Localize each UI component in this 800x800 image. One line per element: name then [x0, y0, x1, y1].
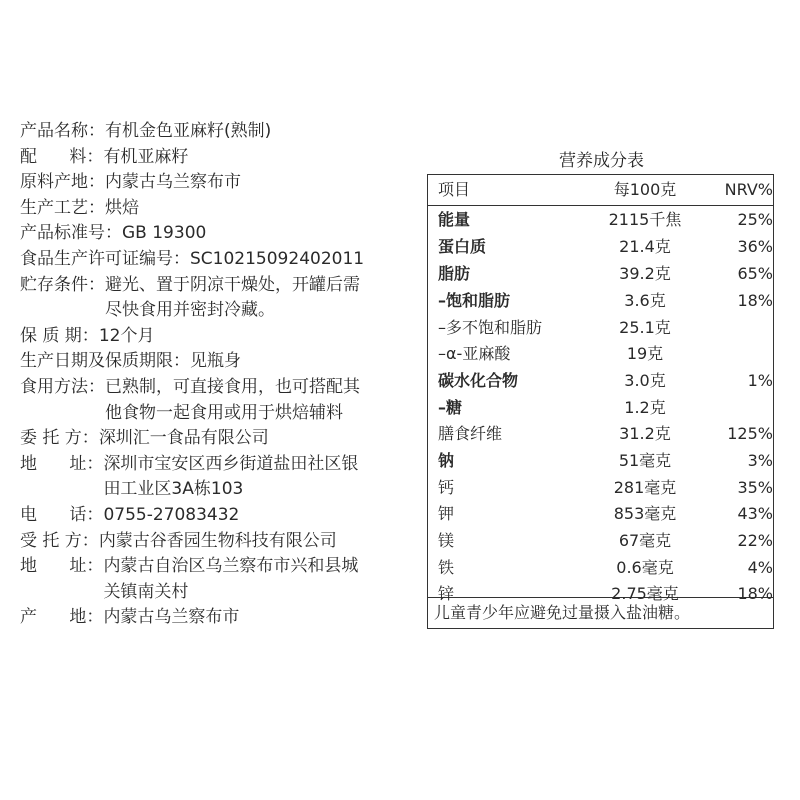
nutrition-row — [428, 581, 773, 607]
info-value-line: 关镇南关村 — [103, 581, 189, 602]
nutrient-name: 脂肪 — [438, 264, 471, 283]
info-value-line: 他食物一起食用或用于烘焙辅料 — [105, 402, 343, 423]
nutrition-row — [428, 234, 773, 260]
info-value-line: 避光、置于阴凉干燥处，开罐后需 — [105, 274, 360, 295]
nutrient-name: 蛋白质 — [438, 237, 487, 256]
nutrient-amount: 0.6毫克 — [616, 558, 674, 577]
info-value — [103, 554, 415, 605]
nutrient-name: 能量 — [438, 210, 471, 229]
info-value-line: 烘焙 — [105, 197, 139, 218]
nutrient-nrv: 1% — [747, 371, 773, 390]
info-value-line: GB 19300 — [122, 223, 207, 244]
info-row — [20, 375, 415, 426]
info-value-line: 0755-27083432 — [103, 504, 240, 525]
nutrient-nrv: 36% — [737, 237, 773, 256]
info-label: 委 托 方： — [20, 428, 99, 449]
info-value — [103, 605, 415, 631]
info-row — [20, 145, 415, 171]
info-row — [20, 503, 415, 529]
info-label: 地 址： — [20, 556, 104, 577]
nutrient-nrv: 18% — [737, 584, 773, 603]
info-value — [122, 221, 415, 247]
info-label: 贮存条件： — [20, 274, 105, 295]
nutrient-name: 铁 — [438, 558, 455, 577]
nutrient-amount: 39.2克 — [619, 264, 671, 283]
info-label: 生产日期及保质期限： — [20, 351, 190, 372]
nutrient-nrv: 4% — [747, 558, 773, 577]
nutrient-nrv: 18% — [737, 291, 773, 310]
nutrition-row — [428, 368, 773, 394]
nutrient-amount: 2.75毫克 — [611, 584, 679, 603]
nutrient-nrv: 3% — [747, 451, 773, 470]
info-value-line: 有机亚麻籽 — [103, 146, 189, 167]
nutrient-amount: 31.2克 — [619, 424, 671, 443]
nutrient-nrv: 25% — [737, 210, 773, 229]
info-label: 生产工艺： — [20, 197, 105, 218]
nutrient-amount: 67毫克 — [618, 531, 672, 550]
nutrient-name: 钾 — [438, 504, 455, 523]
info-value — [99, 426, 415, 452]
info-value-line: 见瓶身 — [190, 351, 241, 372]
nutrient-name: –饱和脂肪 — [438, 291, 511, 310]
info-value — [105, 196, 415, 222]
nutrition-row — [428, 475, 773, 501]
info-row — [20, 170, 415, 196]
nutrient-amount: 3.0克 — [624, 371, 666, 390]
nutrient-amount: 281毫克 — [613, 478, 677, 497]
info-row — [20, 324, 415, 350]
info-value — [99, 324, 415, 350]
nutrient-nrv: 65% — [737, 264, 773, 283]
nutrient-nrv: 35% — [737, 478, 773, 497]
info-value — [105, 375, 415, 426]
info-row — [20, 529, 415, 555]
info-value — [190, 247, 415, 273]
info-value-line: 深圳汇一食品有限公司 — [98, 428, 269, 449]
info-label: 地 址： — [20, 453, 104, 474]
nutrient-name: –糖 — [438, 398, 463, 417]
nutrition-row — [428, 555, 773, 581]
nutrition-row — [428, 448, 773, 474]
info-label: 产 地： — [20, 607, 104, 628]
nutrient-name: 锌 — [438, 584, 455, 603]
nutrition-row — [428, 341, 773, 367]
nutrient-name: 钙 — [438, 478, 455, 497]
header-nrv: NRV% — [724, 180, 773, 199]
info-value-line: 内蒙古乌兰察布市 — [103, 607, 240, 628]
nutrition-footer: 儿童青少年应避免过量摄入盐油糖。 — [434, 603, 691, 622]
header-item: 项目 — [438, 180, 471, 199]
info-label: 食用方法： — [20, 376, 105, 397]
nutrient-name: –α-亚麻酸 — [438, 344, 511, 363]
nutrition-header-row — [428, 177, 773, 203]
info-value-line: 12个月 — [98, 325, 155, 346]
nutrient-amount: 1.2克 — [624, 398, 666, 417]
info-value-line: 已熟制，可直接食用，也可搭配其 — [105, 376, 360, 397]
info-value — [99, 529, 415, 555]
info-row — [20, 247, 415, 273]
info-label: 产品标准号： — [20, 223, 122, 244]
nutrient-nrv: 22% — [737, 531, 773, 550]
info-value — [105, 119, 415, 145]
info-row — [20, 221, 415, 247]
nutrient-amount: 25.1克 — [619, 318, 671, 337]
nutrition-row — [428, 528, 773, 554]
nutrient-amount: 3.6克 — [624, 291, 666, 310]
info-value — [103, 503, 415, 529]
info-label: 原料产地： — [20, 172, 105, 193]
nutrient-amount: 2115千焦 — [608, 210, 682, 229]
info-row — [20, 349, 415, 375]
nutrient-amount: 21.4克 — [619, 237, 671, 256]
info-row — [20, 119, 415, 145]
info-label: 产品名称： — [20, 121, 105, 141]
nutrition-table — [427, 174, 774, 629]
nutrient-nrv: 125% — [727, 424, 773, 443]
header-per: 每100克 — [613, 180, 677, 199]
info-value-line: 有机金色亚麻籽(熟制) — [105, 121, 272, 141]
info-value-line: SC10215092402011 — [190, 248, 365, 269]
info-label: 受 托 方： — [20, 530, 99, 551]
nutrient-amount: 853毫克 — [613, 504, 677, 523]
product-info — [20, 119, 415, 631]
nutrient-name: –多不饱和脂肪 — [438, 318, 543, 337]
info-label: 食品生产许可证编号： — [20, 248, 190, 269]
info-value-line: 内蒙古自治区乌兰察布市兴和县城 — [103, 556, 359, 577]
nutrition-row — [428, 207, 773, 233]
nutrient-amount: 51毫克 — [618, 451, 672, 470]
nutrition-row — [428, 501, 773, 527]
nutrition-row — [428, 395, 773, 421]
info-value-line: 内蒙古乌兰察布市 — [105, 172, 241, 193]
info-label: 配 料： — [20, 146, 104, 167]
info-value-line: 田工业区3A栋103 — [103, 479, 244, 500]
nutrient-name: 膳食纤维 — [438, 424, 503, 443]
nutrition-title: 营养成分表 — [559, 151, 644, 171]
nutrient-nrv: 43% — [737, 504, 773, 523]
info-row — [20, 605, 415, 631]
info-row — [20, 426, 415, 452]
info-row — [20, 554, 415, 605]
nutrition-row — [428, 315, 773, 341]
header-divider — [428, 205, 773, 206]
info-value — [190, 349, 415, 375]
info-value-line: 内蒙古谷香园生物科技有限公司 — [98, 530, 337, 551]
info-value — [105, 170, 415, 196]
nutrition-row — [428, 288, 773, 314]
info-value — [103, 452, 415, 503]
nutrient-name: 镁 — [438, 531, 455, 550]
info-row — [20, 273, 415, 324]
info-value-line: 深圳市宝安区西乡街道盐田社区银 — [103, 453, 359, 474]
info-label: 保 质 期： — [20, 325, 99, 346]
info-label: 电 话： — [20, 504, 104, 525]
info-value — [105, 273, 415, 324]
info-row — [20, 452, 415, 503]
nutrient-amount: 19克 — [626, 344, 664, 363]
info-row — [20, 196, 415, 222]
nutrient-name: 碳水化合物 — [438, 371, 519, 390]
nutrient-name: 钠 — [438, 451, 455, 470]
info-value — [103, 145, 415, 171]
info-value-line: 尽快食用并密封冷藏。 — [105, 300, 275, 321]
nutrition-row — [428, 421, 773, 447]
nutrition-row — [428, 261, 773, 287]
